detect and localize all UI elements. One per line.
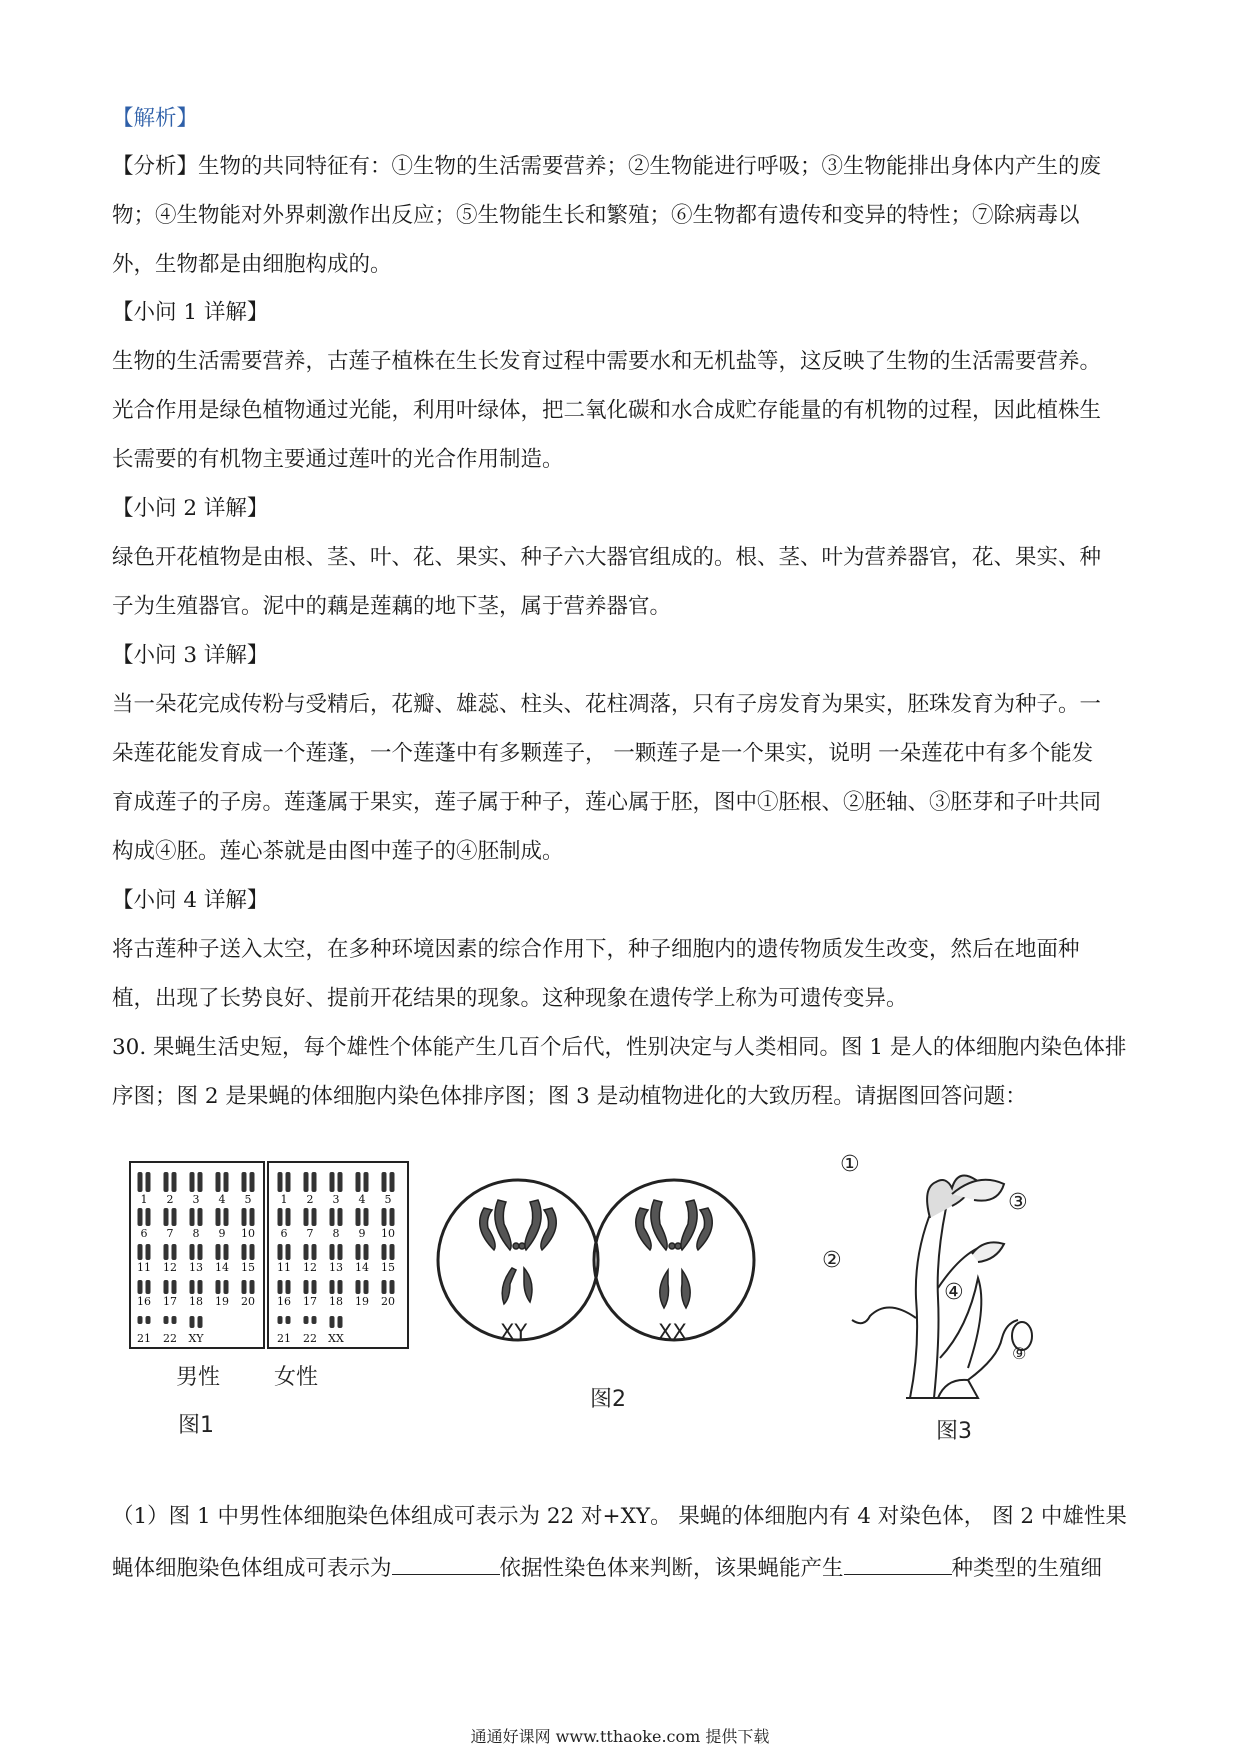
q1-line-3: 长需要的有机物主要通过莲叶的光合作用制造。 <box>112 447 564 472</box>
chromosome <box>330 1244 335 1260</box>
chromosome-number: 6 <box>140 1227 148 1240</box>
figure2-left-label: XY <box>500 1320 528 1344</box>
chromosome <box>312 1280 317 1294</box>
figure3-evolution-tree <box>828 1148 1064 1410</box>
chromosome <box>224 1280 229 1294</box>
chromosome-number: 20 <box>381 1295 395 1308</box>
chromosome <box>278 1208 283 1226</box>
chromosome <box>338 1208 343 1226</box>
chromosome-number: 10 <box>241 1227 255 1240</box>
male-chromosomes <box>480 1200 556 1304</box>
chromosome-number: 17 <box>163 1295 177 1308</box>
chromosome-number: 15 <box>381 1261 395 1274</box>
chromosome-number: 18 <box>189 1295 203 1308</box>
chromosome <box>224 1244 229 1260</box>
q4-header: 【小问 4 详解】 <box>112 888 269 913</box>
chromosome <box>338 1316 343 1328</box>
chromosome-number: 9 <box>218 1227 226 1240</box>
chromosome-number: 18 <box>329 1295 343 1308</box>
chromosome <box>164 1280 169 1294</box>
figure1-karyotype <box>128 1160 410 1350</box>
chromosome <box>138 1280 143 1294</box>
chromosome <box>172 1280 177 1294</box>
chromosome-number: 13 <box>329 1261 343 1274</box>
figure2-right-label: XX <box>658 1320 687 1344</box>
chromosome <box>364 1280 369 1294</box>
chromosome-number: 16 <box>137 1295 151 1308</box>
chromosome <box>138 1208 143 1226</box>
analysis-line-2: 物；④生物能对外界刺激作出反应；⑤生物能生长和繁殖；⑥生物都有遗传和变异的特性；⑦除病毒以 <box>112 203 1080 228</box>
tree-base <box>906 1380 978 1398</box>
left-branch <box>852 1307 916 1323</box>
q4-line-2: 植，出现了长势良好、提前开花结果的现象。这种现象在遗传学上称为可遗传变异。 <box>112 986 908 1011</box>
q2-line-2: 子为生殖器官。泥中的藕是莲藕的地下茎，属于营养器官。 <box>112 594 672 619</box>
chromosome <box>382 1244 387 1260</box>
chromosome-number: 9 <box>358 1227 366 1240</box>
chromosome <box>146 1208 151 1226</box>
chromosome <box>390 1208 395 1226</box>
chromosome <box>138 1316 143 1324</box>
chromosome <box>304 1208 309 1226</box>
chromosome <box>304 1244 309 1260</box>
chromosome <box>190 1172 195 1192</box>
chromosome <box>198 1244 203 1260</box>
page-footer: 通通好课网 www.tthaoke.com 提供下载 <box>470 1727 770 1746</box>
chromosome-number: 12 <box>163 1261 177 1274</box>
q4-line-1: 将古莲种子送入太空，在多种环境因素的综合作用下，种子细胞内的遗传物质发生改变，然后在地面种 <box>112 937 1080 962</box>
chromosome <box>286 1244 291 1260</box>
chromosome <box>250 1172 255 1192</box>
figure3-caption: 图3 <box>936 1419 972 1444</box>
chromosome-number: 3 <box>192 1193 200 1206</box>
chromosome <box>382 1280 387 1294</box>
chromosome <box>304 1280 309 1294</box>
chromosome-number: 22 <box>163 1332 177 1345</box>
chromosome-number: 7 <box>306 1227 314 1240</box>
chromosome <box>338 1280 343 1294</box>
chromosome <box>146 1244 151 1260</box>
chromosome <box>390 1244 395 1260</box>
chromosome <box>286 1316 291 1324</box>
chromosome <box>312 1316 317 1324</box>
female-chromosomes <box>277 1172 395 1345</box>
chromosome-number: 5 <box>384 1193 392 1206</box>
chromosome <box>146 1172 151 1192</box>
chromosome-number: 8 <box>332 1227 340 1240</box>
chromosome-number: 1 <box>280 1193 288 1206</box>
figure2-caption: 图2 <box>590 1387 626 1412</box>
chromosome-number: 21 <box>277 1332 291 1345</box>
chromosome <box>330 1172 335 1192</box>
chromosome <box>224 1208 229 1226</box>
chromosome <box>224 1172 229 1192</box>
chromosome <box>172 1244 177 1260</box>
figure3-label-4: ④ <box>944 1280 964 1305</box>
chromosome <box>390 1280 395 1294</box>
chromosome <box>164 1316 169 1324</box>
chromosome <box>356 1208 361 1226</box>
chromosome-number: 6 <box>280 1227 288 1240</box>
chromosome <box>242 1172 247 1192</box>
chromosome <box>216 1208 221 1226</box>
chromosome <box>382 1172 387 1192</box>
chromosome-number: 2 <box>166 1193 174 1206</box>
figure3-label-3: ③ <box>1008 1190 1028 1215</box>
male-cell-circle <box>438 1180 598 1340</box>
chromosome <box>356 1172 361 1192</box>
chromosome-number: 21 <box>137 1332 151 1345</box>
chromosome-number: 11 <box>277 1261 291 1274</box>
chromosome <box>278 1244 283 1260</box>
chromosome <box>250 1208 255 1226</box>
male-label: 男性 <box>176 1365 221 1390</box>
chromosome <box>312 1172 317 1192</box>
chromosome-number: 15 <box>241 1261 255 1274</box>
fern-icon <box>972 1242 1004 1262</box>
chromosome <box>364 1208 369 1226</box>
q1-line-1: 生物的生活需要营养，古莲子植株在生长发育过程中需要水和无机盐等，这反映了生物的生活需要营养。 <box>112 349 1102 374</box>
q3-line-1: 当一朵花完成传粉与受精后，花瓣、雄蕊、柱头、花柱凋落，只有子房发育为果实，胚珠发育为种子。一 <box>112 692 1102 717</box>
chromosome-number: 16 <box>277 1295 291 1308</box>
q3-line-4: 构成④胚。莲心茶就是由图中莲子的④胚制成。 <box>112 839 564 864</box>
chromosome-number: 19 <box>355 1295 369 1308</box>
chromosome-number: XX <box>328 1332 344 1345</box>
chromosome-number: 14 <box>215 1261 229 1274</box>
tree-trunk <box>910 1200 946 1398</box>
chromosome <box>198 1208 203 1226</box>
answer-blank-1[interactable] <box>392 1552 500 1575</box>
chromosome <box>286 1172 291 1192</box>
chromosome <box>338 1244 343 1260</box>
chromosome <box>382 1208 387 1226</box>
chromosome-number: 22 <box>303 1332 317 1345</box>
q2-header: 【小问 2 详解】 <box>112 496 269 521</box>
question30-line-2: 序图；图 2 是果蝇的体细胞内染色体排序图；图 3 是动植物进化的大致历程。请据图回答问题： <box>112 1084 1027 1109</box>
female-chromosomes <box>636 1200 712 1308</box>
chromosome <box>190 1316 195 1328</box>
answer-blank-2[interactable] <box>844 1552 952 1575</box>
lower-right-branch <box>968 1320 1018 1380</box>
analysis-line-1: 【分析】生物的共同特征有：①生物的生活需要营养；②生物能进行呼吸；③生物能排出身体内产生的废 <box>112 154 1102 179</box>
sub1-line-2-part-c: 种类型的生殖细 <box>951 1556 1103 1581</box>
sub1-line-1: （1）图 1 中男性体细胞染色体组成可表示为 22 对+XY。 果蝇的体细胞内有 4 对染色体， 图 2 中雄性果 <box>112 1504 1127 1529</box>
figure3-label-9: ⑨ <box>1012 1344 1027 1363</box>
chromosome-number: XY <box>188 1332 204 1345</box>
q1-header: 【小问 1 详解】 <box>112 300 269 325</box>
chromosome <box>198 1316 203 1328</box>
chromosome <box>216 1172 221 1192</box>
chromosome <box>286 1280 291 1294</box>
chromosome <box>278 1316 283 1324</box>
chromosome <box>138 1244 143 1260</box>
chromosome-number: 8 <box>192 1227 200 1240</box>
chromosome-number: 11 <box>137 1261 151 1274</box>
sub1-line-2 <box>112 1552 1102 1584</box>
chromosome <box>312 1208 317 1226</box>
chromosome-number: 7 <box>166 1227 174 1240</box>
sub1-line-2-part-a: 蝇体细胞染色体组成可表示为 <box>112 1556 392 1581</box>
chromosome <box>146 1316 151 1324</box>
chromosome <box>190 1280 195 1294</box>
chromosome-number: 4 <box>218 1193 226 1206</box>
chromosome <box>190 1208 195 1226</box>
chromosome <box>330 1208 335 1226</box>
male-chromosomes <box>137 1172 255 1345</box>
q1-line-2: 光合作用是绿色植物通过光能，利用叶绿体，把二氧化碳和水合成贮存能量的有机物的过程，因此植株生 <box>112 398 1102 423</box>
karyotype-chart <box>128 1160 410 1350</box>
chromosome <box>364 1172 369 1192</box>
chromosome-number: 2 <box>306 1193 314 1206</box>
chromosome <box>330 1280 335 1294</box>
chromosome-number: 20 <box>241 1295 255 1308</box>
question30-line-1: 30. 果蝇生活史短，每个雄性个体能产生几百个后代，性别决定与人类相同。图 1 是人的体细胞内染色体排 <box>112 1035 1127 1060</box>
chromosome <box>312 1244 317 1260</box>
female-label: 女性 <box>274 1365 319 1390</box>
chromosome <box>278 1280 283 1294</box>
chromosome <box>190 1244 195 1260</box>
chromosome-number: 4 <box>358 1193 366 1206</box>
chromosome <box>390 1172 395 1192</box>
figure3-label-2: ② <box>822 1248 842 1273</box>
chromosome <box>242 1280 247 1294</box>
chromosome <box>304 1316 309 1324</box>
figure1-caption: 图1 <box>178 1413 214 1438</box>
chromosome-number: 13 <box>189 1261 203 1274</box>
chromosome <box>138 1172 143 1192</box>
chromosome <box>216 1244 221 1260</box>
sub1-line-2-part-b: 依据性染色体来判断，该果蝇能产生 <box>499 1556 844 1581</box>
chromosome <box>364 1244 369 1260</box>
chromosome-number: 14 <box>355 1261 369 1274</box>
chromosome <box>242 1244 247 1260</box>
q3-line-2: 朵莲花能发育成一个莲蓬，一个莲蓬中有多颗莲子， 一颗莲子是一个果实，说明 一朵莲花中有多个能发 <box>112 741 1094 766</box>
chromosome-number: 3 <box>332 1193 340 1206</box>
chromosome <box>356 1280 361 1294</box>
figure2-fruitfly <box>436 1168 756 1354</box>
chromosome <box>286 1208 291 1226</box>
chromosome <box>172 1316 177 1324</box>
chromosome <box>146 1280 151 1294</box>
chromosome <box>164 1208 169 1226</box>
chromosome-number: 5 <box>244 1193 252 1206</box>
chromosome <box>242 1208 247 1226</box>
chromosome <box>304 1172 309 1192</box>
chromosome <box>198 1280 203 1294</box>
analysis-line-3: 外，生物都是由细胞构成的。 <box>112 252 392 277</box>
q2-line-1: 绿色开花植物是由根、茎、叶、花、果实、种子六大器官组成的。根、茎、叶为营养器官，花、果实、种 <box>112 545 1102 570</box>
chromosome <box>278 1172 283 1192</box>
chromosome-number: 17 <box>303 1295 317 1308</box>
chromosome-number: 1 <box>140 1193 148 1206</box>
chromosome <box>198 1172 203 1192</box>
chromosome <box>164 1244 169 1260</box>
q3-header: 【小问 3 详解】 <box>112 643 269 668</box>
chromosome <box>338 1172 343 1192</box>
chromosome <box>250 1280 255 1294</box>
chromosome <box>172 1172 177 1192</box>
chromosome <box>172 1208 177 1226</box>
chromosome <box>330 1316 335 1328</box>
chromosome <box>356 1244 361 1260</box>
chromosome-number: 12 <box>303 1261 317 1274</box>
analysis-label: 【解析】 <box>112 106 199 131</box>
chromosome <box>164 1172 169 1192</box>
chromosome <box>250 1244 255 1260</box>
female-cell-circle <box>594 1180 754 1340</box>
chromosome-number: 10 <box>381 1227 395 1240</box>
figure3-label-1: ① <box>840 1152 860 1177</box>
chromosome-number: 19 <box>215 1295 229 1308</box>
q3-line-3: 育成莲子的子房。莲蓬属于果实，莲子属于种子，莲心属于胚，图中①胚根、②胚轴、③胚芽和子叶共同 <box>112 790 1102 815</box>
chromosome <box>216 1280 221 1294</box>
